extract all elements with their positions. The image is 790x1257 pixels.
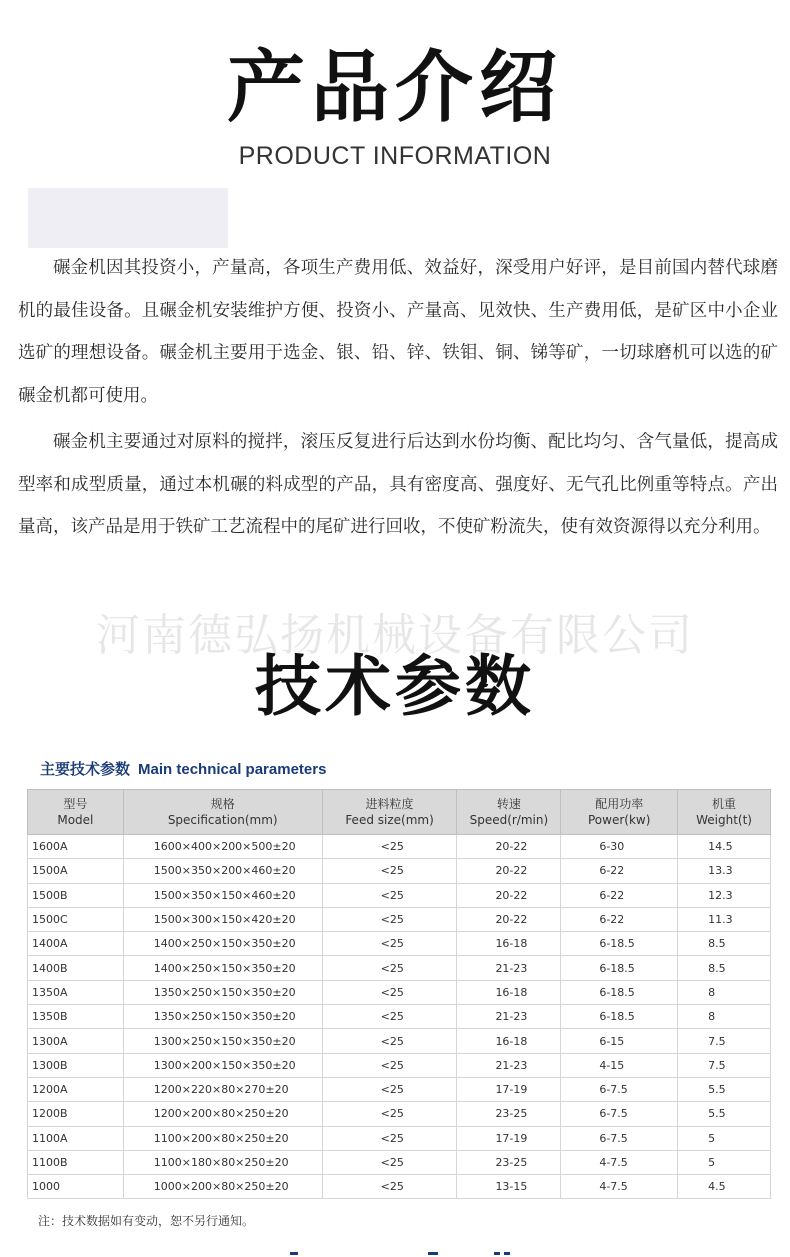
table-header-row — [28, 790, 771, 835]
table-row — [28, 883, 771, 907]
table-row — [28, 1077, 771, 1101]
table-cell: 8 — [678, 1005, 771, 1029]
table-cell: 13-15 — [457, 1175, 561, 1199]
table-cell: <25 — [322, 883, 457, 907]
table-cell: 6-18.5 — [561, 932, 678, 956]
table-cell: 1350A — [28, 980, 124, 1004]
table-cell: 6-18.5 — [561, 956, 678, 980]
table-cell: 17-19 — [457, 1126, 561, 1150]
table-cell: 1100×180×80×250±20 — [123, 1150, 322, 1174]
table-row — [28, 1150, 771, 1174]
table-cell: 7.5 — [678, 1029, 771, 1053]
parameters-table — [27, 789, 771, 1199]
table-cell: 23-25 — [457, 1150, 561, 1174]
table-cell: 8.5 — [678, 932, 771, 956]
table-cell: 6-18.5 — [561, 1005, 678, 1029]
table-cell: 6-30 — [561, 835, 678, 859]
table-cell: 12.3 — [678, 883, 771, 907]
company-watermark: 河南德弘扬机械设备有限公司 — [96, 610, 694, 661]
table-caption — [40, 758, 326, 779]
table-cell: 1200×200×80×250±20 — [123, 1102, 322, 1126]
table-cell: <25 — [322, 835, 457, 859]
table-cell: 1500A — [28, 859, 124, 883]
table-cell: 4-7.5 — [561, 1150, 678, 1174]
table-cell: 8 — [678, 980, 771, 1004]
table-cell: 7.5 — [678, 1053, 771, 1077]
table-cell: <25 — [322, 1053, 457, 1077]
table-cell: 6-22 — [561, 883, 678, 907]
intro-text — [18, 247, 778, 553]
table-cell: 5.5 — [678, 1077, 771, 1101]
table-cell: 1100A — [28, 1126, 124, 1150]
table-cell: 1600A — [28, 835, 124, 859]
table-cell: 1300A — [28, 1029, 124, 1053]
table-cell: 5.5 — [678, 1102, 771, 1126]
table-cell: 1000×200×80×250±20 — [123, 1175, 322, 1199]
table-cell: 1300B — [28, 1053, 124, 1077]
table-row — [28, 1175, 771, 1199]
table-cell: 20-22 — [457, 883, 561, 907]
table-caption-en: Main technical parameters — [138, 761, 327, 778]
table-cell: 1500×350×150×460±20 — [123, 883, 322, 907]
table-cell: 6-7.5 — [561, 1102, 678, 1126]
table-cell: 1200B — [28, 1102, 124, 1126]
table-cell: <25 — [322, 956, 457, 980]
header-power: 配用功率 Power(kw) — [561, 790, 678, 835]
table-cell: <25 — [322, 932, 457, 956]
table-row — [28, 1126, 771, 1150]
table-cell: 20-22 — [457, 859, 561, 883]
table-cell: <25 — [322, 1126, 457, 1150]
header-model: 型号 Model — [28, 790, 124, 835]
table-row — [28, 907, 771, 931]
table-row — [28, 859, 771, 883]
table-cell: 1400A — [28, 932, 124, 956]
table-cell: 23-25 — [457, 1102, 561, 1126]
image-placeholder — [28, 188, 228, 248]
table-cell: 11.3 — [678, 907, 771, 931]
table-cell: 1100×200×80×250±20 — [123, 1126, 322, 1150]
table-cell: <25 — [322, 1150, 457, 1174]
table-cell: 1400×250×150×350±20 — [123, 956, 322, 980]
table-cell: 1500×300×150×420±20 — [123, 907, 322, 931]
table-cell: 16-18 — [457, 1029, 561, 1053]
table-cell: 4-7.5 — [561, 1175, 678, 1199]
table-cell: 20-22 — [457, 835, 561, 859]
intro-paragraph-1: 碾金机因其投资小，产量高，各项生产费用低、效益好，深受用户好评，是目前国内替代球磨机的最佳设备。且碾金机安装维护方便、投资小、产量高、见效快、生产费用低，是矿区中小企业选矿的理想设备。碾金机主要用于选金、银、铅、锌、铁钼、铜、锑等矿，一切球磨机可以选的矿碾金机都可使用。 — [18, 258, 778, 406]
footnote: 注：技术数据如有变动，恕不另行通知。 — [38, 1214, 255, 1228]
table-cell: 21-23 — [457, 1005, 561, 1029]
table-cell: 8.5 — [678, 956, 771, 980]
header-feed-size: 进料粒度 Feed size(mm) — [322, 790, 457, 835]
page-subtitle: PRODUCT INFORMATION — [238, 142, 552, 170]
intro-paragraph-2: 碾金机主要通过对原料的搅拌，滚压反复进行后达到水份均衡、配比均匀、含气量低，提高成型率和成型质量，通过本机碾的料成型的产品，具有密度高、强度好、无气孔比例重等特点。产出量高，该产品是用于铁矿工艺流程中的尾矿进行回收，不使矿粉流失，使有效资源得以充分利用。 — [18, 432, 778, 537]
table-cell: 16-18 — [457, 980, 561, 1004]
table-row — [28, 1053, 771, 1077]
table-cell: <25 — [322, 1005, 457, 1029]
table-cell: 20-22 — [457, 907, 561, 931]
table-cell: 1200×220×80×270±20 — [123, 1077, 322, 1101]
table-cell: <25 — [322, 859, 457, 883]
table-cell: 6-18.5 — [561, 980, 678, 1004]
table-cell: 1600×400×200×500±20 — [123, 835, 322, 859]
table-cell: 6-22 — [561, 859, 678, 883]
bottom-decoration — [290, 1250, 510, 1257]
table-cell: 1500B — [28, 883, 124, 907]
table-row — [28, 1005, 771, 1029]
table-cell: 4.5 — [678, 1175, 771, 1199]
table-cell: 1200A — [28, 1077, 124, 1101]
table-row — [28, 980, 771, 1004]
table-row — [28, 1102, 771, 1126]
header-specification: 规格 Specification(mm) — [123, 790, 322, 835]
table-row — [28, 1029, 771, 1053]
table-cell: 6-7.5 — [561, 1077, 678, 1101]
table-cell: 1300×250×150×350±20 — [123, 1029, 322, 1053]
table-cell: <25 — [322, 980, 457, 1004]
table-cell: 1500C — [28, 907, 124, 931]
table-cell: 1500×350×200×460±20 — [123, 859, 322, 883]
table-cell: 21-23 — [457, 1053, 561, 1077]
table-row — [28, 956, 771, 980]
header-weight: 机重 Weight(t) — [678, 790, 771, 835]
header-speed: 转速 Speed(r/min) — [457, 790, 561, 835]
table-cell: 6-15 — [561, 1029, 678, 1053]
page-title: 产品介绍 — [226, 43, 563, 133]
table-cell: 1400B — [28, 956, 124, 980]
table-cell: 1350B — [28, 1005, 124, 1029]
table-cell: 1100B — [28, 1150, 124, 1174]
table-caption-cn: 主要技术参数 — [40, 760, 131, 778]
table-cell: 5 — [678, 1126, 771, 1150]
table-cell: <25 — [322, 1175, 457, 1199]
table-cell: <25 — [322, 1077, 457, 1101]
table-cell: <25 — [322, 1029, 457, 1053]
table-cell: 1400×250×150×350±20 — [123, 932, 322, 956]
table-cell: 4-15 — [561, 1053, 678, 1077]
table-row — [28, 932, 771, 956]
table-cell: 17-19 — [457, 1077, 561, 1101]
table-cell: <25 — [322, 907, 457, 931]
table-cell: 16-18 — [457, 932, 561, 956]
table-cell: 1350×250×150×350±20 — [123, 1005, 322, 1029]
table-cell: 5 — [678, 1150, 771, 1174]
table-cell: <25 — [322, 1102, 457, 1126]
table-cell: 14.5 — [678, 835, 771, 859]
table-cell: 1000 — [28, 1175, 124, 1199]
table-cell: 1300×200×150×350±20 — [123, 1053, 322, 1077]
table-cell: 21-23 — [457, 956, 561, 980]
table-cell: 6-7.5 — [561, 1126, 678, 1150]
table-cell: 13.3 — [678, 859, 771, 883]
tech-title: 技术参数 — [255, 648, 535, 725]
table-row — [28, 835, 771, 859]
table-cell: 6-22 — [561, 907, 678, 931]
table-cell: 1350×250×150×350±20 — [123, 980, 322, 1004]
